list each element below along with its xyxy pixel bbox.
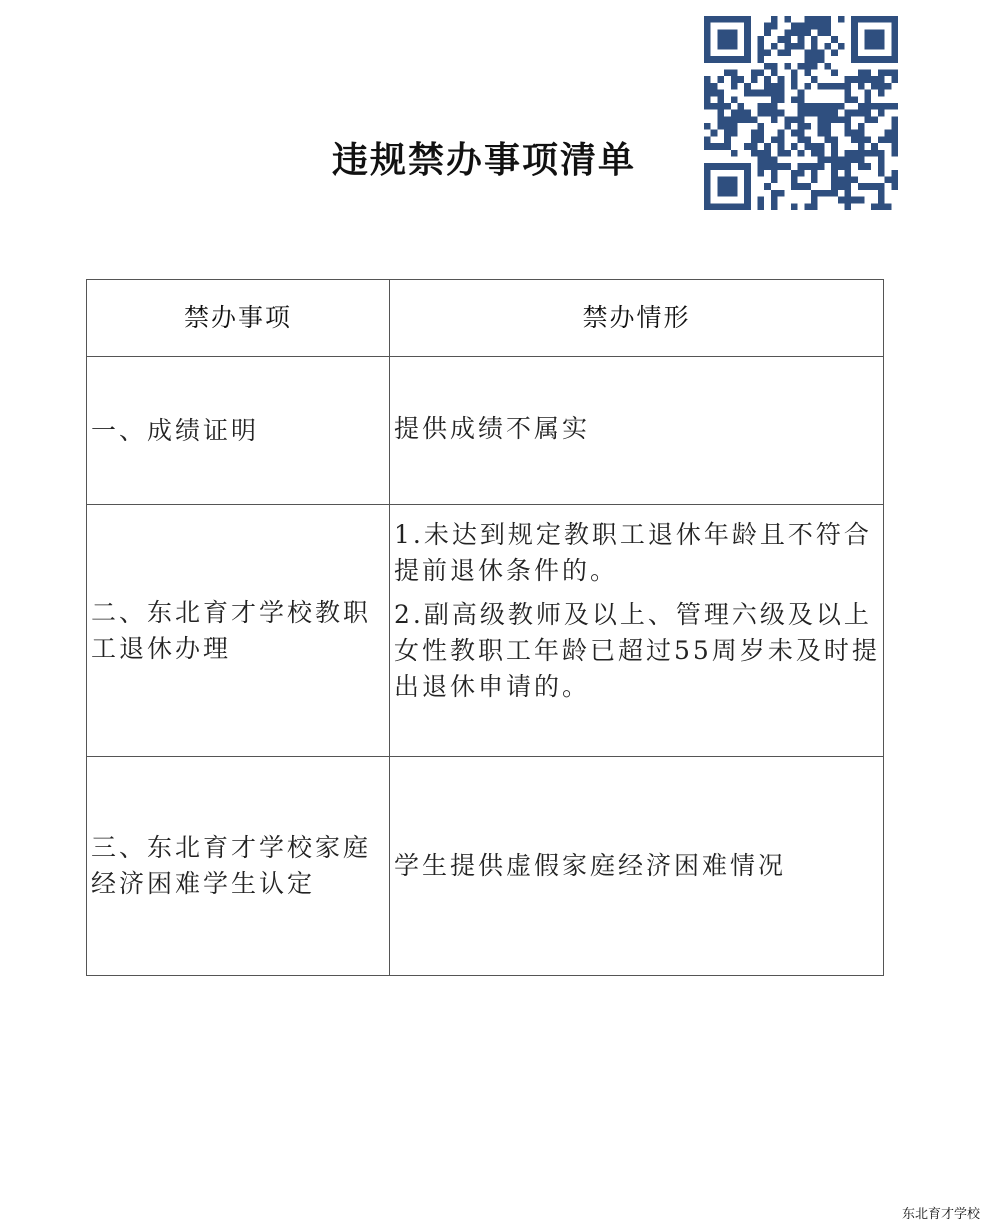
case-text: 提供成绩不属实 [394,414,591,443]
case-text: 学生提供虚假家庭经济困难情况 [394,851,787,880]
case-text: 1.未达到规定教职工退休年龄且不符合提前退休条件的。 [394,520,872,585]
case-text: 2.副高级教师及以上、管理六级及以上女性教职工年龄已超过55周岁未及时提出退休申请的。 [394,600,880,701]
row-case [390,357,884,505]
row-item: 三、东北育才学校家庭经济困难学生认定 [87,757,390,976]
row-case [390,505,884,757]
prohibited-items-table [86,279,884,976]
row-item: 一、成绩证明 [87,357,390,505]
header-prohibited-case: 禁办情形 [390,280,884,357]
table-header-row [87,280,884,357]
table-row [87,505,884,757]
table-row [87,757,884,976]
qr-code-graphic [704,16,898,210]
footer-school-name: 东北育才学校 [901,1207,980,1222]
row-case [390,757,884,976]
page-title: 违规禁办事项清单 [331,140,636,181]
table-row [87,357,884,505]
row-item: 二、东北育才学校教职工退休办理 [87,505,390,757]
qr-code-icon [704,16,898,210]
header-prohibited-item: 禁办事项 [87,280,390,357]
